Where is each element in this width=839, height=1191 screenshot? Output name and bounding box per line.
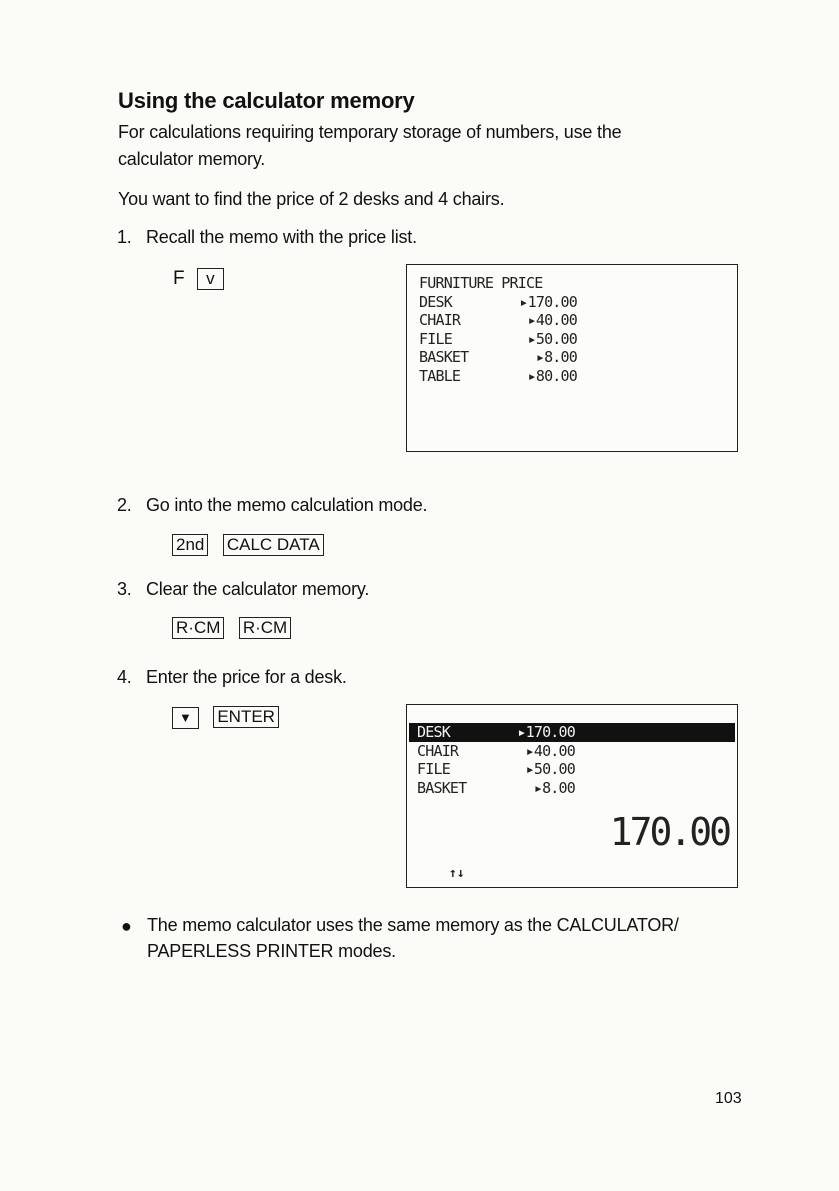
note-line-1: The memo calculator uses the same memory as the CALCULATOR/ [147, 915, 679, 935]
2nd-key: 2nd [172, 534, 208, 556]
step-number: 1. [117, 227, 132, 247]
item-name: CHAIR [419, 311, 461, 329]
step-number: 3. [117, 579, 132, 599]
item-price: ▸170.00 [517, 723, 575, 741]
calc-data-key: CALC DATA [223, 534, 324, 556]
step-3-keys [172, 617, 301, 639]
list-item [407, 760, 737, 779]
list-item [407, 742, 737, 761]
rcm-key: R·CM [239, 617, 291, 639]
item-name: FILE [417, 760, 450, 778]
step-text: Clear the calculator memory. [146, 579, 370, 599]
page-title: Using the calculator memory [118, 88, 415, 113]
item-price: ▸50.00 [525, 760, 575, 778]
lcd-screen-price-list [406, 264, 738, 452]
step-number: 4. [117, 667, 132, 687]
bullet-icon: ● [121, 916, 132, 936]
calc-display-value: 170.00 [609, 810, 729, 854]
item-price: ▸170.00 [519, 292, 577, 311]
list-item [419, 348, 737, 367]
rcm-key: R·CM [172, 617, 224, 639]
intro-line-2: calculator memory. [118, 149, 266, 169]
list-item-selected [409, 723, 735, 742]
lcd-screen-memo-calc [406, 704, 738, 888]
item-price: ▸80.00 [527, 366, 577, 385]
list-item [407, 779, 737, 798]
item-name: DESK [419, 292, 452, 311]
page-number: 103 [715, 1090, 742, 1107]
list-item [419, 311, 737, 330]
down-triangle-key: ▼ [172, 707, 199, 729]
step-text: Recall the memo with the price list. [146, 227, 417, 247]
step-2-keys [172, 534, 334, 556]
step-text: Enter the price for a desk. [146, 667, 347, 687]
list-item [419, 293, 737, 312]
item-price: ▸8.00 [535, 348, 577, 366]
item-price: ▸8.00 [533, 778, 575, 797]
f-key-label: F [173, 268, 185, 289]
list-item [419, 367, 737, 386]
item-name: FILE [419, 329, 452, 348]
note-line-2: PAPERLESS PRINTER modes. [147, 941, 396, 961]
step-number: 2. [117, 495, 132, 515]
step-4-keys [172, 706, 289, 729]
list-item [419, 330, 737, 349]
item-price: ▸50.00 [527, 329, 577, 348]
item-name: CHAIR [417, 741, 459, 760]
scroll-arrows-icon: ↑↓ [449, 866, 465, 881]
goal-text: You want to find the price of 2 desks and 4 chairs. [118, 189, 505, 209]
step-text: Go into the memo calculation mode. [146, 495, 428, 515]
item-name: BASKET [417, 778, 467, 797]
item-name: TABLE [419, 366, 461, 385]
item-price: ▸40.00 [527, 311, 577, 329]
enter-key: ENTER [213, 706, 279, 728]
screen-header: FURNITURE PRICE [419, 274, 543, 292]
down-arrow-key: v [197, 268, 224, 290]
step-1-keys [173, 268, 234, 290]
intro-line-1: For calculations requiring temporary storage of numbers, use the [118, 122, 622, 142]
item-name: BASKET [419, 348, 469, 366]
item-name: DESK [417, 723, 450, 741]
item-price: ▸40.00 [525, 741, 575, 760]
